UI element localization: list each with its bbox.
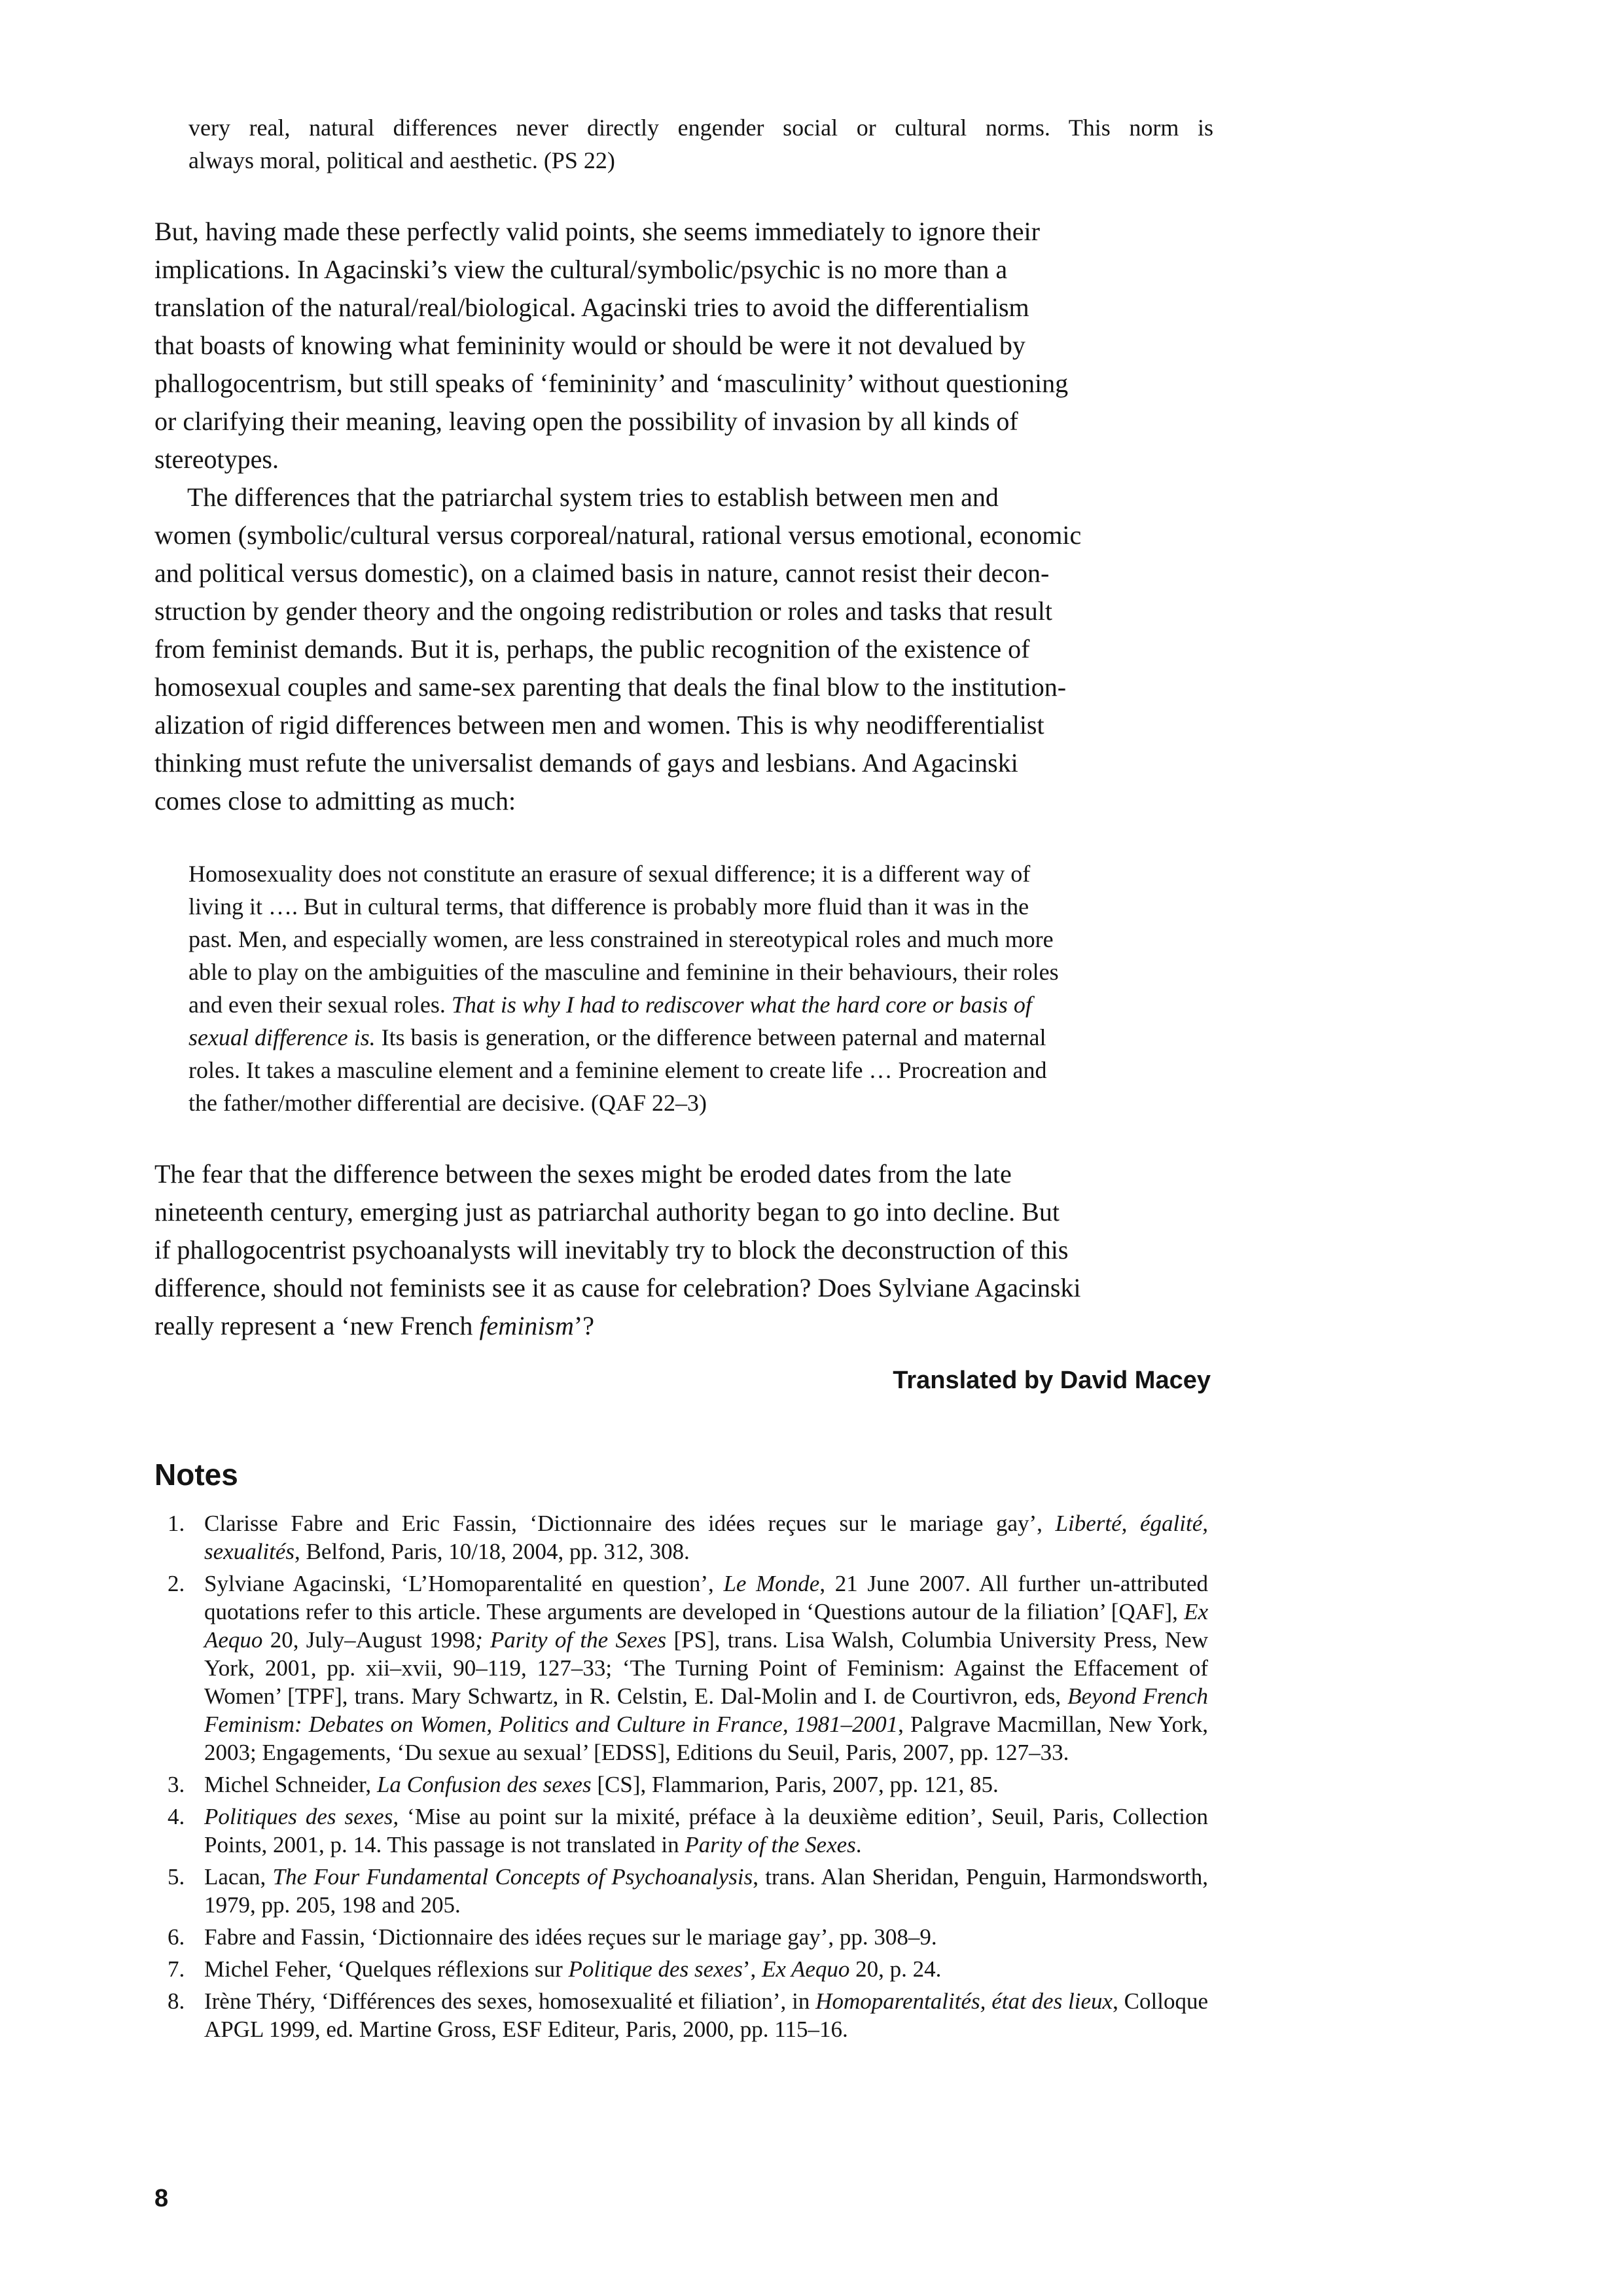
quote-text: Its basis is generation, or the difference between paternal and maternal bbox=[375, 1024, 1046, 1050]
block-quote-top bbox=[188, 111, 1213, 177]
paragraph-1 bbox=[154, 213, 1208, 478]
quote-text: and even their sexual roles. bbox=[188, 992, 452, 1018]
text-line: stereotypes. bbox=[154, 444, 279, 474]
footnote-text: Fabre and Fassin, ‘Dictionnaire des idées reçues sur le mariage gay’, pp. 308–9. bbox=[204, 1924, 937, 1950]
footnote-text: , Belfond, Paris, 10/18, 2004, pp. 312, 308. bbox=[294, 1539, 690, 1564]
footnote-number: 7. bbox=[168, 1956, 185, 1982]
quote-line bbox=[188, 1021, 1213, 1054]
footnote-text: Clarisse Fabre and Eric Fassin, ‘Dictionnaire des idées reçues sur le mariage gay’, bbox=[204, 1511, 1056, 1536]
text-emphasis: feminism bbox=[479, 1311, 574, 1340]
text-line: nineteenth century, emerging just as patriarchal authority began to go into decline. But bbox=[154, 1197, 1060, 1227]
footnote bbox=[161, 1570, 1208, 1767]
footnote-text: Michel Schneider, bbox=[204, 1772, 377, 1797]
footnote-text: ‘Mise au point sur la mixité, préface à la deuxième edition’, Seuil, Paris, Collection Points, 2001, p. 14. This passage is not translated in bbox=[204, 1804, 1208, 1857]
quote-emphasis: That is why I had to rediscover what the hard core or basis of bbox=[451, 992, 1032, 1018]
footnote bbox=[161, 1987, 1208, 2043]
text-line: homosexual couples and same-sex parenting that deals the final blow to the institution- bbox=[154, 672, 1067, 702]
text-line bbox=[154, 1307, 1208, 1345]
footnote-title: Liberté, égalité, sexualités bbox=[204, 1511, 1208, 1564]
text-line: comes close to admitting as much: bbox=[154, 786, 516, 816]
quote-line: living it …. But in cultural terms, that difference is probably more fluid than it was in the bbox=[188, 893, 1029, 920]
footnote-title: The Four Fundamental Concepts of Psychoanalysis bbox=[272, 1864, 753, 1890]
footnote-title: Politique des sexes bbox=[568, 1956, 743, 1982]
footnote-number: 8. bbox=[168, 1988, 185, 2014]
footnote-title: La Confusion des sexes bbox=[376, 1772, 592, 1797]
paragraph-2 bbox=[154, 478, 1208, 820]
footnote-number: 6. bbox=[168, 1924, 185, 1950]
footnote-text: 20, July–August 1998 bbox=[262, 1627, 476, 1653]
paragraph-3 bbox=[154, 1155, 1208, 1345]
footnote-text: , trans. Alan Sheridan, Penguin, Harmondsworth, 1979, pp. 205, 198 and 205. bbox=[204, 1864, 1209, 1918]
footnote-number: 4. bbox=[168, 1804, 185, 1829]
footnote bbox=[161, 1770, 1208, 1799]
footnote-number: 2. bbox=[168, 1571, 185, 1596]
footnote-title: Ex Aequo bbox=[204, 1599, 1208, 1653]
footnote-text: Lacan, bbox=[204, 1864, 273, 1890]
text-line: thinking must refute the universalist demands of gays and lesbians. And Agacinski bbox=[154, 748, 1018, 778]
body-text-lower bbox=[154, 1155, 1208, 1345]
footnote bbox=[161, 1509, 1208, 1566]
quote-line: very real, natural differences never directly engender social or cultural norms. This norm is bbox=[188, 115, 1213, 141]
text-line: and political versus domestic), on a claimed basis in nature, cannot resist their decon- bbox=[154, 558, 1050, 588]
footnote-text: , 21 June 2007. All further un-attributed quotations refer to this article. These arguments are developed in ‘Questions autour de la filiation’ [QAF], bbox=[204, 1571, 1208, 1624]
footnote-title: Beyond French Feminism: Debates on Women, Politics and Culture in France, 1981–2001 bbox=[204, 1683, 1208, 1737]
text-run: ’? bbox=[573, 1311, 594, 1340]
quote-line: the father/mother differential are decisive. (QAF 22–3) bbox=[188, 1090, 707, 1116]
quote-line: past. Men, and especially women, are less constrained in stereotypical roles and much more bbox=[188, 926, 1054, 952]
text-line: or clarifying their meaning, leaving open the possibility of invasion by all kinds of bbox=[154, 406, 1018, 436]
footnote-title: Parity of the Sexes bbox=[685, 1832, 856, 1857]
text-line: The differences that the patriarchal system tries to establish between men and bbox=[187, 482, 999, 512]
quote-line: able to play on the ambiguities of the masculine and feminine in their behaviours, their roles bbox=[188, 959, 1059, 985]
footnote-title: Ex Aequo bbox=[761, 1956, 850, 1982]
footnote bbox=[161, 1923, 1208, 1951]
footnote-text: 20, p. 24. bbox=[849, 1956, 942, 1982]
text-line: The fear that the difference between the sexes might be eroded dates from the late bbox=[154, 1159, 1012, 1189]
footnote bbox=[161, 1803, 1208, 1859]
footnote bbox=[161, 1863, 1208, 1919]
footnote-text: ’, bbox=[742, 1956, 762, 1982]
quote-emphasis: sexual difference is. bbox=[188, 1024, 376, 1050]
translator-credit: Translated by David Macey bbox=[893, 1367, 1211, 1394]
quote-line: always moral, political and aesthetic. (PS 22) bbox=[188, 147, 615, 173]
footnote-title: Homoparentalités, état des lieux bbox=[815, 1988, 1113, 2014]
text-line: implications. In Agacinski’s view the cultural/symbolic/psychic is no more than a bbox=[154, 255, 1008, 284]
footnote-text: [CS], Flammarion, Paris, 2007, pp. 121, 85. bbox=[591, 1772, 999, 1797]
footnote-text: Sylviane Agacinski, ‘L’Homoparentalité en question’, bbox=[204, 1571, 724, 1596]
text-line: But, having made these perfectly valid points, she seems immediately to ignore their bbox=[154, 217, 1040, 246]
text-run: really represent a ‘new French bbox=[154, 1311, 480, 1340]
block-quote-mid bbox=[188, 857, 1213, 1119]
footnote-title: ; Parity of the Sexes bbox=[475, 1627, 667, 1653]
footnote-number: 3. bbox=[168, 1772, 185, 1797]
text-line: if phallogocentrist psychoanalysts will inevitably try to block the deconstruction of this bbox=[154, 1235, 1069, 1265]
text-line: phallogocentrism, but still speaks of ‘femininity’ and ‘masculinity’ without questioning bbox=[154, 368, 1069, 398]
text-line: from feminist demands. But it is, perhaps, the public recognition of the existence of bbox=[154, 634, 1030, 664]
footnote-text: [PS], trans. Lisa Walsh, Columbia University Press, New York, 2001, pp. xii–xvii, 90–119, 127–33; ‘The Turning Point of Feminism: Against the Effacement of Women’ [TPF], trans. Mary Schwartz, in R. Celstin, E. Dal-Molin and I. de Courtivron, eds, bbox=[204, 1627, 1208, 1709]
footnote-number: 1. bbox=[168, 1511, 185, 1536]
page-number: 8 bbox=[154, 2185, 169, 2212]
footnote-text: , Palgrave Macmillan, New York, 2003; Engagements, ‘Du sexue au sexual’ [EDSS], Editions du Seuil, Paris, 2007, pp. 127–33. bbox=[204, 1712, 1208, 1765]
notes-list bbox=[161, 1509, 1208, 2047]
text-line: struction by gender theory and the ongoing redistribution or roles and tasks that result bbox=[154, 596, 1052, 626]
quote-line: Homosexuality does not constitute an erasure of sexual difference; it is a different way of bbox=[188, 861, 1031, 887]
text-line: that boasts of knowing what femininity would or should be were it not devalued by bbox=[154, 331, 1026, 360]
footnote-text: Irène Théry, ‘Différences des sexes, homosexualité et filiation’, in bbox=[204, 1988, 816, 2014]
footnote-title: Politiques des sexes, bbox=[204, 1804, 399, 1829]
footnote-title: Le Monde bbox=[723, 1571, 820, 1596]
footnote-text: Michel Feher, ‘Quelques réflexions sur bbox=[204, 1956, 569, 1982]
footnote bbox=[161, 1955, 1208, 1983]
text-line: translation of the natural/real/biological. Agacinski tries to avoid the differentialism bbox=[154, 293, 1029, 322]
notes-heading: Notes bbox=[154, 1458, 238, 1492]
text-line: women (symbolic/cultural versus corporeal/natural, rational versus emotional, economic bbox=[154, 520, 1082, 550]
quote-line bbox=[188, 988, 1213, 1021]
text-line: difference, should not feminists see it as cause for celebration? Does Sylviane Agacinski bbox=[154, 1273, 1081, 1302]
footnote-number: 5. bbox=[168, 1864, 185, 1890]
body-text-upper bbox=[154, 213, 1208, 820]
text-line: alization of rigid differences between men and women. This is why neodifferentialist bbox=[154, 710, 1044, 740]
footnote-text: . bbox=[855, 1832, 862, 1857]
footnote-text: , Colloque APGL 1999, ed. Martine Gross, ESF Editeur, Paris, 2000, pp. 115–16. bbox=[204, 1988, 1208, 2042]
quote-line: roles. It takes a masculine element and a feminine element to create life … Procreation and bbox=[188, 1057, 1047, 1083]
